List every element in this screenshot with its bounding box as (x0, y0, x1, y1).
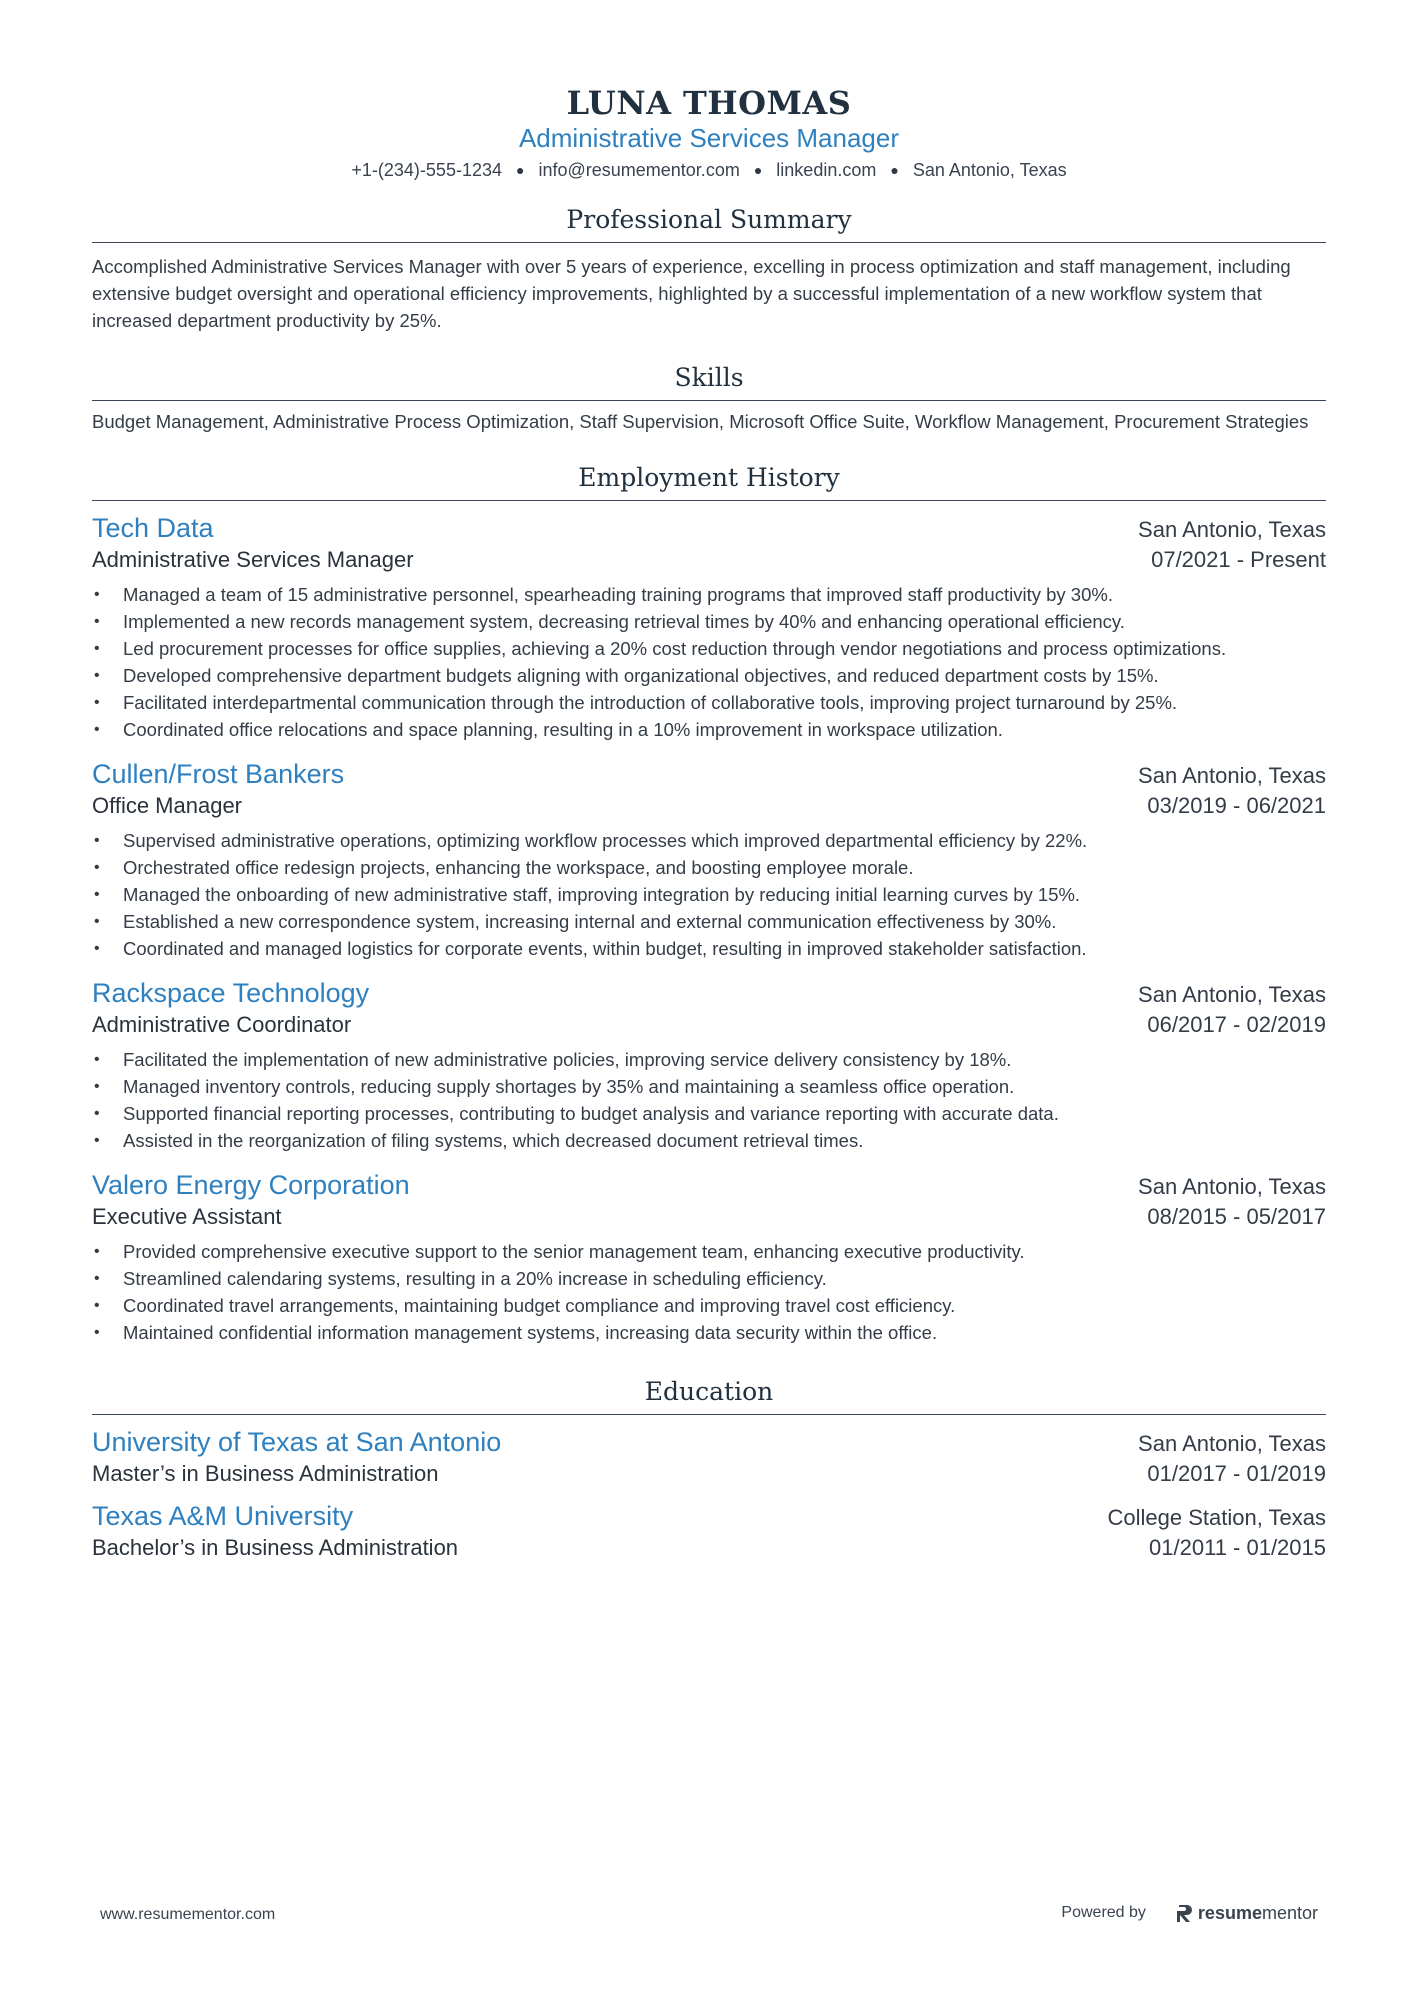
job-company: Tech Data (92, 513, 214, 543)
job-bullets (92, 1046, 1326, 1154)
bullet-separator: ● (753, 162, 763, 178)
job-location: San Antonio, Texas (1138, 517, 1326, 542)
list-item: • Supervised administrative operations, optimizing workflow processes which improved departmental efficiency by 22%. (92, 827, 1326, 854)
job-entry (92, 511, 1326, 743)
job-dates: 06/2017 - 02/2019 (1147, 1012, 1326, 1037)
list-item: • Coordinated travel arrangements, maintaining budget compliance and improving travel cost efficiency. (92, 1292, 1326, 1319)
candidate-name: LUNA THOMAS (566, 84, 852, 122)
contact-location: San Antonio, Texas (912, 160, 1067, 180)
brand-logo[interactable] (1176, 1902, 1318, 1924)
job-dates: 08/2015 - 05/2017 (1147, 1204, 1326, 1229)
list-item: • Managed inventory controls, reducing supply shortages by 35% and maintaining a seamless office operation. (92, 1073, 1326, 1100)
employment-section (92, 462, 1326, 1346)
job-dates: 03/2019 - 06/2021 (1147, 793, 1326, 818)
school-location: San Antonio, Texas (1138, 1431, 1326, 1456)
list-item: • Coordinated and managed logistics for corporate events, within budget, resulting in improved stakeholder satisfaction. (92, 935, 1326, 962)
list-item: • Managed a team of 15 administrative personnel, spearheading training programs that improved staff productivity by 30%. (92, 581, 1326, 608)
footer-branding (1061, 1902, 1318, 1924)
bullet-separator: ● (516, 162, 525, 178)
education-entry (92, 1499, 1326, 1563)
contact-linkedin[interactable]: linkedin.com (776, 160, 877, 180)
section-heading: Employment History (92, 462, 1326, 501)
job-role: Office Manager (92, 793, 243, 818)
job-location: San Antonio, Texas (1138, 1174, 1326, 1199)
skills-section (92, 362, 1326, 434)
job-entry (92, 757, 1326, 962)
brand-name-light: mentor (1261, 1902, 1318, 1923)
bullet-separator: ● (890, 162, 899, 178)
job-bullets (92, 581, 1326, 743)
candidate-title: Administrative Services Manager (518, 123, 900, 153)
job-location: San Antonio, Texas (1138, 763, 1326, 788)
list-item: • Maintained confidential information management systems, increasing data security within the office. (92, 1319, 1326, 1346)
degree: Bachelor’s in Business Administration (92, 1535, 459, 1560)
job-company: Rackspace Technology (92, 978, 370, 1008)
list-item: • Developed comprehensive department budgets aligning with organizational objectives, and reduced department costs by 15%. (92, 662, 1326, 689)
list-item: • Managed the onboarding of new administrative staff, improving integration by reducing initial learning curves by 15%. (92, 881, 1326, 908)
job-role: Administrative Services Manager (92, 547, 414, 572)
list-item: • Coordinated office relocations and space planning, resulting in a 10% improvement in workspace utilization. (92, 716, 1326, 743)
list-item: • Orchestrated office redesign projects, enhancing the workspace, and boosting employee morale. (92, 854, 1326, 881)
job-role: Administrative Coordinator (92, 1012, 352, 1037)
list-item: • Streamlined calendaring systems, resulting in a 20% increase in scheduling efficiency. (92, 1265, 1326, 1292)
job-entry (92, 1168, 1326, 1346)
resume-page (92, 84, 1326, 1563)
school-dates: 01/2017 - 01/2019 (1147, 1461, 1326, 1486)
school-dates: 01/2011 - 01/2015 (1149, 1535, 1326, 1560)
footer-website[interactable]: www.resumementor.com (100, 1906, 276, 1923)
school-name: University of Texas at San Antonio (92, 1427, 502, 1457)
job-company: Cullen/Frost Bankers (92, 759, 345, 789)
resumementor-logo-icon (1176, 1902, 1194, 1924)
job-bullets (92, 827, 1326, 962)
list-item: • Led procurement processes for office supplies, achieving a 20% cost reduction through vendor negotiations and process optimizations. (92, 635, 1326, 662)
list-item: • Facilitated the implementation of new administrative policies, improving service delivery consistency by 18%. (92, 1046, 1326, 1073)
contact-line (92, 158, 1326, 182)
resume-header (92, 84, 1326, 182)
contact-phone: +1-(234)-555-1234 (351, 160, 502, 180)
summary-text: Accomplished Administrative Services Manager with over 5 years of experience, excelling in process optimization and staff management, including extensive budget oversight and operational efficiency improvements, highlighted by a successful implementation of a new workflow system that increased department productivity by 25%. (92, 256, 1291, 331)
brand-name-bold: resume (1197, 1902, 1262, 1923)
list-item: • Established a new correspondence system, increasing internal and external communication effectiveness by 30%. (92, 908, 1326, 935)
list-item: • Implemented a new records management system, decreasing retrieval times by 40% and enhancing operational efficiency. (92, 608, 1326, 635)
list-item: • Facilitated interdepartmental communication through the introduction of collaborative tools, improving project turnaround by 25%. (92, 689, 1326, 716)
section-heading: Education (92, 1376, 1326, 1415)
job-entry (92, 976, 1326, 1154)
education-section (92, 1376, 1326, 1563)
job-role: Executive Assistant (92, 1204, 282, 1229)
list-item: • Supported financial reporting processes, contributing to budget analysis and variance reporting with accurate data. (92, 1100, 1326, 1127)
contact-email[interactable]: info@resumementor.com (538, 160, 740, 180)
degree: Master’s in Business Administration (92, 1461, 439, 1486)
section-heading: Professional Summary (92, 204, 1326, 243)
school-name: Texas A&M University (92, 1501, 354, 1531)
job-bullets (92, 1238, 1326, 1346)
skills-text: Budget Management, Administrative Process Optimization, Staff Supervision, Microsoft Office Suite, Workflow Management, Procurement Strategies (92, 411, 1309, 432)
summary-section (92, 204, 1326, 334)
list-item: • Provided comprehensive executive support to the senior management team, enhancing executive productivity. (92, 1238, 1326, 1265)
powered-by-label: Powered by (1061, 1904, 1146, 1921)
list-item: • Assisted in the reorganization of filing systems, which decreased document retrieval times. (92, 1127, 1326, 1154)
section-heading: Skills (92, 362, 1326, 401)
job-company: Valero Energy Corporation (92, 1170, 410, 1200)
education-entry (92, 1425, 1326, 1489)
job-location: San Antonio, Texas (1138, 982, 1326, 1007)
job-dates: 07/2021 - Present (1151, 547, 1326, 572)
school-location: College Station, Texas (1107, 1505, 1326, 1530)
